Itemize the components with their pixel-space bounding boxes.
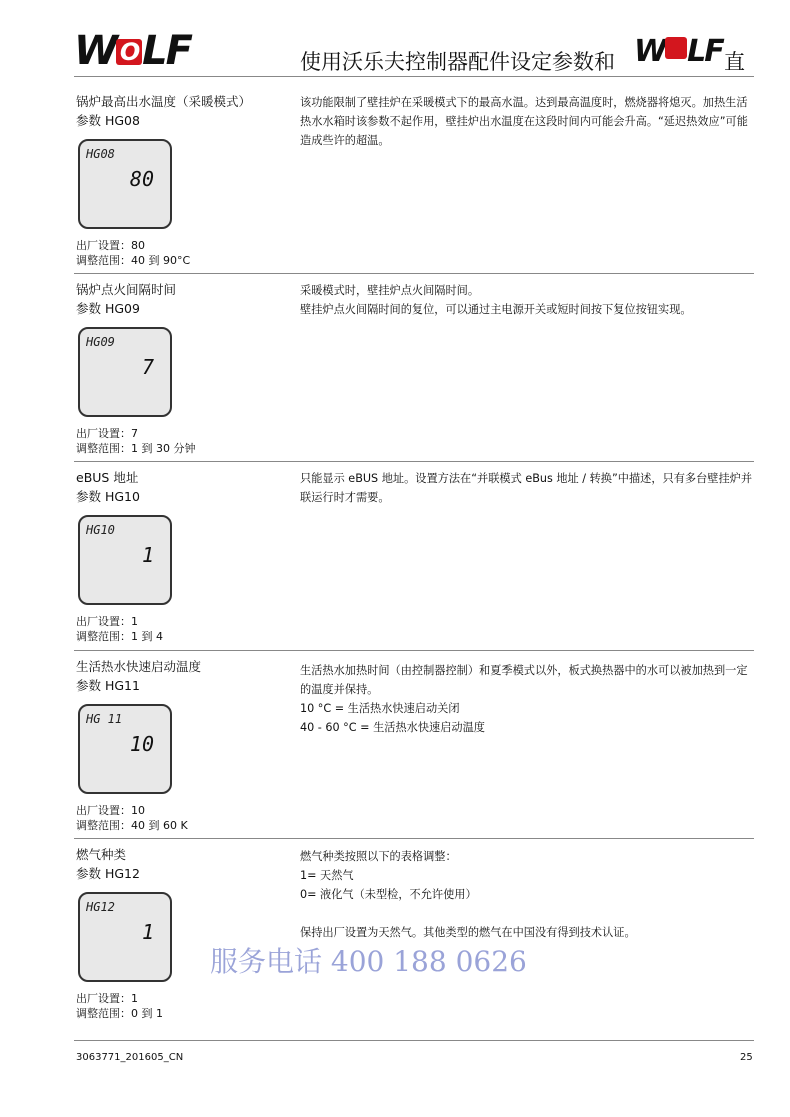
header-divider <box>74 76 754 77</box>
lcd-value: 1 <box>141 920 154 944</box>
factory-setting: 出厂设置：80 <box>76 239 145 252</box>
desc-line: 0= 液化气（未型检，不允许使用） <box>300 888 477 901</box>
lcd-display <box>78 515 172 605</box>
lcd-value: 10 <box>129 732 154 756</box>
param-code: 参数 HG11 <box>76 678 140 693</box>
factory-setting: 出厂设置：7 <box>76 427 138 440</box>
param-description <box>300 847 755 942</box>
param-code: 参数 HG12 <box>76 866 140 881</box>
lcd-value: 80 <box>129 167 154 191</box>
adjust-range: 调整范围：1 到 30 分钟 <box>76 442 196 455</box>
param-name: 燃气种类 <box>76 847 127 862</box>
desc-line: 40 - 60 °C = 生活热水快速启动温度 <box>300 721 485 734</box>
desc-line: 10 °C = 生活热水快速启动关闭 <box>300 702 460 715</box>
adjust-range: 调整范围：1 到 4 <box>76 630 163 643</box>
lcd-display <box>78 892 172 982</box>
desc-line: 1= 天然气 <box>300 869 354 882</box>
desc-line: 燃气种类按照以下的表格调整： <box>300 850 457 863</box>
document-id: 3063771_201605_CN <box>76 1052 184 1063</box>
lcd-display <box>78 139 172 229</box>
factory-setting: 出厂设置：1 <box>76 615 138 628</box>
adjust-range: 调整范围：40 到 60 K <box>76 819 188 832</box>
page-title: 使用沃乐夫控制器配件设定参数和 <box>300 50 615 74</box>
wolf-logo: W OLF <box>74 28 191 74</box>
logo-dot-icon: O <box>116 39 142 65</box>
param-description <box>300 281 755 319</box>
param-code: 参数 HG09 <box>76 301 140 316</box>
desc-spacer <box>300 904 755 923</box>
desc-line: 只能显示 eBUS 地址。设置方法在“并联模式 eBus 地址 / 转换”中描述，只有多台壁挂炉并联运行时才需要。 <box>300 472 753 504</box>
section-divider <box>74 650 754 651</box>
lcd-value: 1 <box>141 543 154 567</box>
lcd-code: HG08 <box>86 147 115 161</box>
section-divider <box>74 273 754 274</box>
lcd-code: HG 11 <box>86 712 123 726</box>
section-divider <box>74 461 754 462</box>
param-description <box>300 93 755 150</box>
param-description <box>300 661 755 737</box>
logo-overlay-dot-icon <box>665 37 687 59</box>
service-hotline-watermark: 服务电话 400 188 0626 <box>210 945 527 978</box>
param-name: 锅炉点火间隔时间 <box>76 282 177 297</box>
lcd-code: HG09 <box>86 335 115 349</box>
wolf-logo-overlay: W LF <box>634 34 723 69</box>
desc-line: 采暖模式时，壁挂炉点火间隔时间。 <box>300 284 480 297</box>
param-code: 参数 HG08 <box>76 113 140 128</box>
logo-text-tail: LF <box>142 28 191 74</box>
page-title-tail: 直 <box>724 50 745 74</box>
factory-setting: 出厂设置：1 <box>76 992 138 1005</box>
param-name: 生活热水快速启动温度 <box>76 659 202 674</box>
desc-line: 该功能限制了壁挂炉在采暖模式下的最高水温。达到最高温度时，燃烧器将熄灭。加热生活热水水箱时该参数不起作用，壁挂炉出水温度在这段时间内可能会升高。“延迟热效应”可能造成些许的超温。 <box>300 96 748 147</box>
lcd-value: 7 <box>141 355 154 379</box>
adjust-range: 调整范围：40 到 90°C <box>76 254 191 267</box>
factory-setting: 出厂设置：10 <box>76 804 145 817</box>
param-name: 锅炉最高出水温度（采暖模式） <box>76 94 252 109</box>
desc-line: 保持出厂设置为天然气。其他类型的燃气在中国没有得到技术认证。 <box>300 926 636 939</box>
lcd-display <box>78 327 172 417</box>
param-code: 参数 HG10 <box>76 489 140 504</box>
adjust-range: 调整范围：0 到 1 <box>76 1007 163 1020</box>
desc-line: 生活热水加热时间（由控制器控制）和夏季模式以外，板式换热器中的水可以被加热到一定的温度并保持。 <box>300 664 748 696</box>
footer-divider <box>74 1040 754 1041</box>
lcd-code: HG10 <box>86 523 115 537</box>
section-divider <box>74 838 754 839</box>
page-number: 25 <box>740 1052 753 1063</box>
lcd-code: HG12 <box>86 900 115 914</box>
param-name: eBUS 地址 <box>76 470 139 485</box>
param-description <box>300 469 755 507</box>
lcd-display <box>78 704 172 794</box>
desc-line: 壁挂炉点火间隔时间的复位，可以通过主电源开关或短时间按下复位按钮实现。 <box>300 303 692 316</box>
